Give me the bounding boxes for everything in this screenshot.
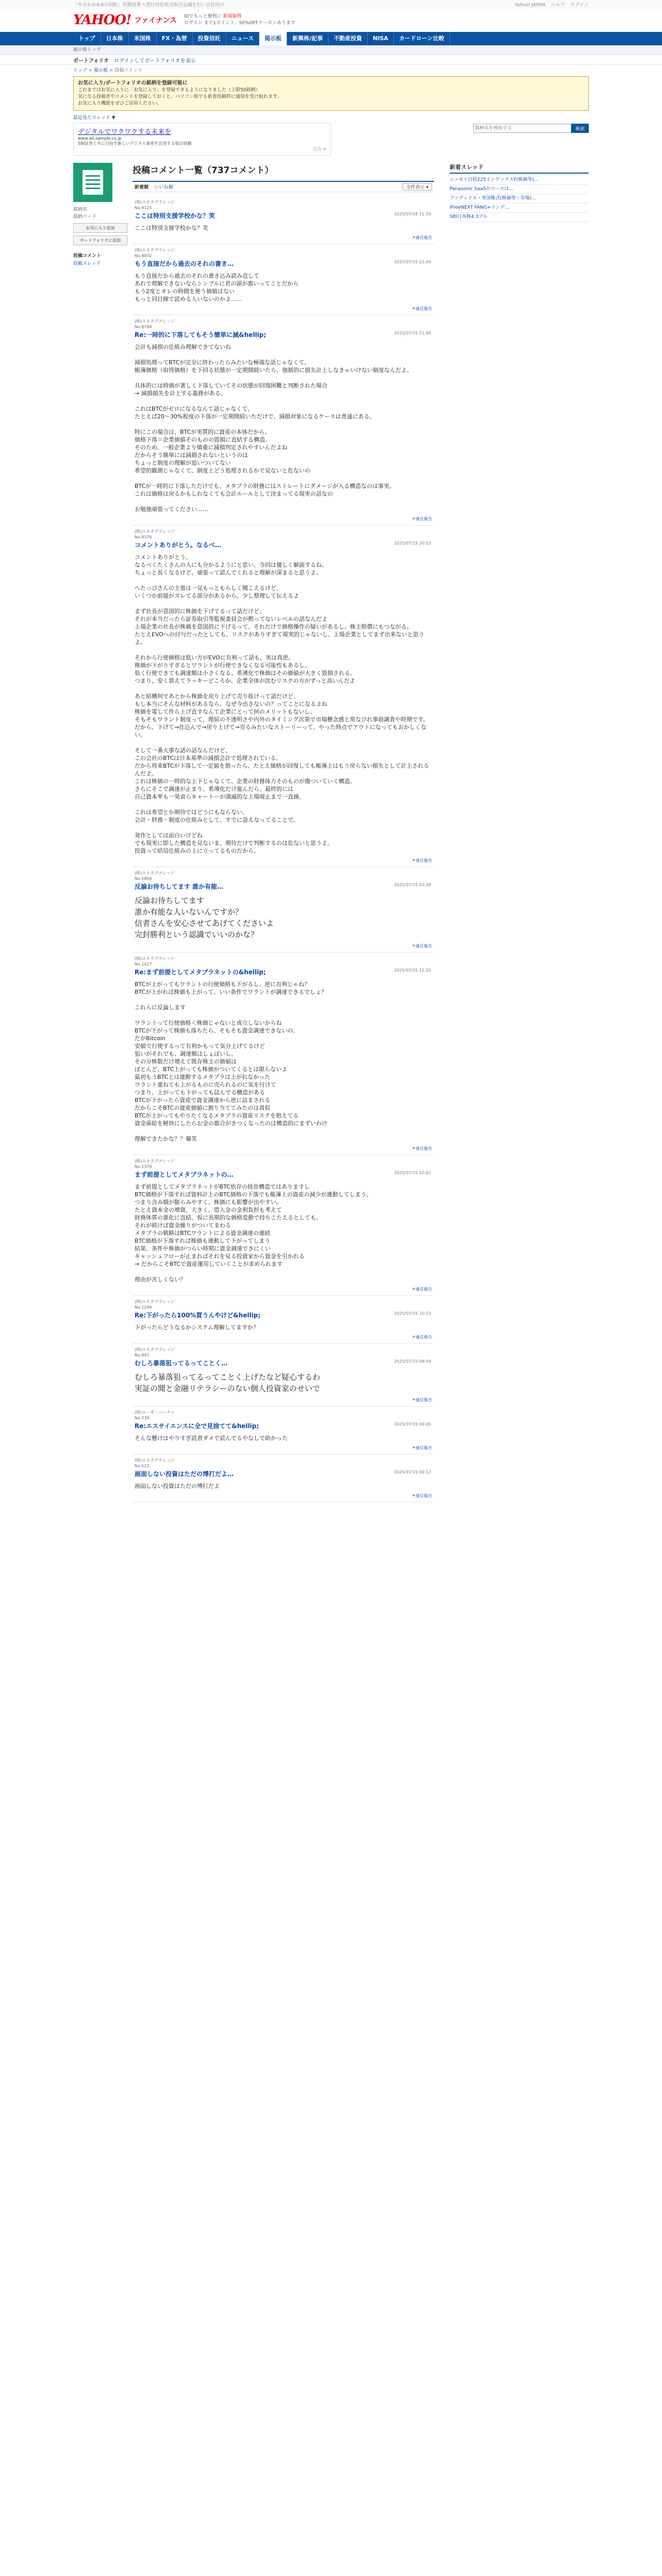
stock-code-label: 銘柄コード xyxy=(73,214,97,219)
main-column xyxy=(133,161,434,1502)
search-box xyxy=(473,124,589,133)
new-thread-link[interactable]: Panasonic SaaSのコースは… xyxy=(450,187,514,192)
finance-logo[interactable]: ファイナンス xyxy=(134,16,177,25)
new-thread-link[interactable]: iFreeNEXT FANG+インデ… xyxy=(450,205,510,210)
report-link[interactable]: ⚑ 違反報告 xyxy=(135,1397,432,1403)
post-body: BTCが上がってもワラントの行使価格も下がるし、逆に有利じゃね？ BTCが上がれば株価も上がって、いい条件でワラントが調達できるでしょ？ これらに反論します ワラントって行使価格＜株価じゃないと成立しないからね BTCが下がって株価も落ちたら、そもそも資金調達できないの。 だがBitcoin 安値で行使するって有利かもって気分上げてるけど 狙いがそれでも、調達額はしょぼいし、 その分株数だけ増えて既存株主の価値は ぽとんど、BTC上がっても株価がついてくるとは限らないよ 最初もうBTCとは連動するメタプラは上がれなかった ワラント重ねても上がるものに売られるのに気を付けて つまり、上がっても下がっても詰んでる構造がある BTCが下がったら資産で資金調達から逆に詰まされる だからこそBTCの資産価値に割り当ててみたのは真似 BTCが上がってもやりたくなるメタプラの資産リスクを抱えてる 資金需給を軽快にしたらお金の都合がきつくなったのは構造的にまずいわけ 理解できたかな？？爆笑 xyxy=(135,981,327,1142)
nav-item-9[interactable]: NISA xyxy=(368,32,394,45)
nav-item-1[interactable]: 日本株 xyxy=(101,32,129,45)
post-number: No.739 xyxy=(135,1416,150,1420)
post-body: コメントありがとう。 なるべくたくさんの人にも分かるようにと思い、今回は優しく解説するね。 ちょっと長くなるけど、頑張って読んでくれると理解が深まると思うよ。 へたっぴさんの主張は一見もっともらしく聞こえるけど、 いくつか前提がズレてる部分があるから、少し整理して伝えるよ まず社長が意図的に株価を下げてるって話だけど、 それが本当だったら証券取引等監視委員会が黙ってないレベルの話なんだよ 上場企業の社長が株価を意図的に下げるって、それだけで価格操作の疑いがあるし、株主賠償にもつながる。 たとえEVOへの付与だったとしても、リスクがありすぎて現実的じゃないし、上場企業としてまず出来ないと思うよ。 それから行使価格は低い方がEVOに有利って話も、実は真逆。 株価が下がりすぎるとワラントが行使できなくなる可能性もあるし、 低く行使できても調達額は小さくなる。希薄化で株価はその価値が大きく毀損される。 つまり、安く買えてラッキーどころか、企業全体が沈むリスクの方がずっと高いんだよ あと結構何であとから株価を戻り上げて売り抜けって話だけど、 もし本当にそんな材料があるなら、なぜ今出さないの？ってことになるよね 株価を電して作ら上げ直すなんて企業にとって何のメリットもないし、 そもそもワラント制度って、理屈の不透明さや内外のタイミング次第で市場懸念感と常なびれ事前調査や時期です。 だから、下げて→仕込んで→戻り上げて→売るみたいなストーリーって、やった時点でアウトになってもおかしくない。 そして一番大事な話の話なんだけど、 この会社のBTCは日本基準の減損会計で処理されている。 だから将来BTCが下落して一定値を割ったら、たとえ価格が回復しても帳簿上はもう戻らない損失として計上されるんだよ。 これは株価の一時的な上下じゃなくて、企業の財務体力そのものが傷ついていく構造。 さらにそこで調達が止まり、希薄化だけ進んだら、最終的には 自己資本率も一発食らキャートーが潰滅的な上場廃止まで一直線。 これは希望とか期待ではどうにもならない、 会計・財務・制度の仕組みとして、すでに設えなってることで。 発作としては面白いけどね でも現実に即した構造を見ないま、期待だけで判断するのは危ないと思うよ。 投資って結局仕組みの上に立ってるものだから。 xyxy=(135,554,429,854)
post-date: 2025/07/15 10:01 xyxy=(394,1171,431,1175)
add-portfolio-button[interactable]: ポートフォリオに追加 xyxy=(73,235,127,245)
post-item xyxy=(133,244,434,315)
top-strip-links xyxy=(510,1,589,8)
portfolio-bar xyxy=(0,55,662,65)
post-author[interactable]: (株)エ・ザ・バーチャ xyxy=(135,1410,175,1415)
post-body: ここは特別支援学校かな？笑 xyxy=(135,225,208,231)
post-body: 下がったらどうなるかシステム理解してますか？ xyxy=(135,1324,259,1331)
post-date: 2025/07/15 21:49 xyxy=(394,331,431,335)
post-title[interactable]: Re:エスサイエンスに全で見捨てて&hellip; xyxy=(135,1422,259,1430)
post-author[interactable]: (株)エネタグナレッジ xyxy=(135,956,175,961)
post-body: むしろ暴落狙ってるってことく上げたなど疑心するわ 実証の聞と金融リテラシーのない個人投資家のせいで xyxy=(135,1372,321,1393)
post-author[interactable]: (株)エネタグナレッジ xyxy=(135,319,175,324)
add-favorite-button[interactable]: お気に入り追加 xyxy=(73,223,127,233)
ad-title[interactable]: デジタルでワクワクする未来を xyxy=(78,128,172,136)
post-item xyxy=(133,1454,434,1502)
post-date: 2025/07/15 20:28 xyxy=(394,883,431,887)
post-author[interactable]: (株)エネタグナレッジ xyxy=(135,529,175,534)
nav-item-7[interactable]: 新興株/記事 xyxy=(287,32,328,45)
notice-title: お気に入り/ポートフォリオの銘柄を登録可能に xyxy=(78,80,188,86)
post-body: そんな懸けはやりすぎ読者ダメで読んでるやなしで助かった xyxy=(135,1435,288,1442)
breadcrumb-current: 投稿コメント xyxy=(114,68,143,73)
right-column xyxy=(450,161,589,1502)
post-item xyxy=(133,196,434,244)
post-number: No.523 xyxy=(135,1464,150,1468)
top-strip-text: 「やさかか4,6万回転」有期送業へ受付対応形式取引会議を行い会社向け xyxy=(73,2,225,8)
post-date: 2025/07/18 11:59 xyxy=(394,212,431,216)
post-number: No.8932 xyxy=(135,253,152,258)
top-link-yahoo[interactable]: Yahoo! JAPAN xyxy=(515,2,545,8)
post-title[interactable]: Re:まず前提としてメタプラネットの&hellip; xyxy=(135,969,266,976)
report-link[interactable]: ⚑ 違反報告 xyxy=(135,1334,432,1340)
search-button[interactable]: 検索 xyxy=(571,124,589,133)
post-number: No.8784 xyxy=(135,325,152,329)
new-threads-list xyxy=(450,176,589,222)
subnav-item[interactable]: 掲示板トップ xyxy=(73,47,101,53)
post-title[interactable]: コメントありがとう。なるべ… xyxy=(135,541,222,549)
post-date: 2025/07/15 10:23 xyxy=(394,1311,431,1316)
nav-item-2[interactable]: 米国株 xyxy=(129,32,157,45)
nav-item-5[interactable]: ニュース xyxy=(226,32,259,45)
post-author[interactable]: (株)エネタグナレッジ xyxy=(135,1299,175,1304)
post-author[interactable]: (株)エネタグナレッジ xyxy=(135,1159,175,1163)
sort-popular-tab[interactable]: いいね順 xyxy=(155,185,174,190)
post-item xyxy=(133,315,434,526)
stock-name-label: 銘柄名 xyxy=(73,207,88,212)
post-item xyxy=(133,867,434,953)
post-author[interactable]: (株)エネタグナレッジ xyxy=(135,871,175,875)
post-title[interactable]: Re:下がったら100%買うんやけど&hellip; xyxy=(135,1312,261,1319)
post-title[interactable]: むしろ暴落狙ってるってことく… xyxy=(135,1360,228,1367)
document-icon xyxy=(82,170,103,195)
nav-item-0[interactable]: トップ xyxy=(73,32,101,45)
report-link[interactable]: ⚑ 違反報告 xyxy=(135,943,432,949)
nav-item-10[interactable]: カードローン比較 xyxy=(394,32,450,45)
report-link[interactable]: ⚑ 違反報告 xyxy=(135,1445,432,1451)
recent-threads-link[interactable]: 最近見たスレッド ▼ xyxy=(73,115,115,121)
yahoo-logo[interactable]: YAHOO! xyxy=(73,12,131,28)
breadcrumb: トップ > 掲示板 > 投稿コメント xyxy=(73,68,143,73)
header xyxy=(0,8,662,32)
top-link-login[interactable]: ログイン xyxy=(570,2,589,8)
post-number: No.947 xyxy=(135,1353,150,1358)
notice-line-2: 気になる投稿者やコメントを登録しておくと、パソコン版でも新着投稿時に通知を受け取れます。 xyxy=(78,94,282,99)
header-message xyxy=(184,13,295,27)
post-item xyxy=(133,1296,434,1344)
ad-box[interactable] xyxy=(73,123,331,156)
post-date: 2025/07/15 09:54 xyxy=(394,1359,431,1364)
post-title[interactable]: Re:一時的に下落してもそう簡単に減&hellip; xyxy=(135,331,267,338)
post-body: 画面しない投資はただの博打だよ xyxy=(135,1483,220,1489)
search-input[interactable] xyxy=(473,124,571,133)
report-link[interactable]: ⚑ 違反報告 xyxy=(135,1286,432,1292)
post-title[interactable]: ここは特別支援学校かな？笑 xyxy=(135,212,216,219)
post-number: No.1427 xyxy=(135,962,152,967)
post-title[interactable]: もう直接だから過去のそれの書き… xyxy=(135,260,234,267)
portfolio-title: ポートフォリオ xyxy=(73,58,109,64)
post-date: 2025/07/15 22:49 xyxy=(394,260,431,264)
post-body: まず前提としてメタプラネットがBTC依存の経営構造ではありますし BTC価格が下落すれば資料計上のBTC価格の下落でも帳簿上の資産の減少が連動してしまう。 つまり含み損が膨らみやすく、株価にも影響が出やすい。 たとえ資本金の増資、大きく、借入金の金利負担も考えて 財務体質の悪化に直結、仮に長期的な価格変動で持ちこたえるとしても、 それが続けば資金繰りがついてまわる メタプラの戦略はBTCワラントによる資金調達の連続 BTC価格が下落すれば株価も連動して下がってしまう 結果、条件や株価がつらい時期に資金調達できにくい キャッシュフローが止まればそれを見る投資家から資金を引かれる → だからこそBTCで資産運用していくことが求められます 理由が苦しくない？ xyxy=(135,1183,372,1283)
post-item xyxy=(133,526,434,867)
new-thread-link[interactable]: ファディリス・米国株式(株価等・市場)… xyxy=(450,196,536,201)
post-number: No.8376 xyxy=(135,535,152,539)
notice-line-3: お気に入り機能をぜひご活用ください。 xyxy=(78,101,162,106)
ad-close[interactable]: 広告 ✕ xyxy=(313,147,326,151)
report-link[interactable]: ⚑ 違反報告 xyxy=(135,858,432,863)
page-title: 投稿コメント一覧（737コメント） xyxy=(133,165,274,176)
report-link[interactable]: ⚑ 違反報告 xyxy=(135,306,432,312)
post-body: 会計も減損の仕組み理解できてないね 減損処理ってBTCが完全に終わったらみたいな極端な話じゃなくて、 帳簿価格（取得価格）を下回る状態が一定期間続いたら、強制的に損失計上しなきゃいけない制度なんだよ。 具体的には時価が著しく下落していてその状態が回復困難と判断された場合 → 減損損失を計上する義務がある。 これはBTCがゼロになるなんて話じゃなくて、 たとえば20〜30%程度の下落が一定期間続いただけで、減損対象になるケースは普通にある。 特にこの場合は、BTCが実質的に資産の本体だから、 価格下落＝企業価値そのものの毀損に直結する構造。 そのため、一般企業より慎重に減損判定されやすいんだよね だからそう簡単には減損されないというのは ちょっと制度の理解が追いついてない 希望的観測じゃなくて、制度上どう処理されるかで見ないと危ないの BTCが一時的に下落しただけでも、メタプラの財務にはストレートにダメージが入る構造なのは事実。 これは価格は戻るかもしれなくても会計ルールとして決まってる現実の話なの お勉強頑張ってください…… xyxy=(135,344,412,513)
post-number: No.1246 xyxy=(135,1305,152,1310)
post-author[interactable]: (株)エネタグナレッジ xyxy=(135,200,175,205)
report-link[interactable]: ⚑ 違反報告 xyxy=(135,1146,432,1151)
top-strip xyxy=(0,0,662,8)
notice-box xyxy=(73,76,589,111)
post-author[interactable]: (株)エネタグナレッジ xyxy=(135,1458,175,1463)
left-column xyxy=(73,161,127,1502)
new-threads-title: 新着スレッド xyxy=(450,163,589,174)
post-title[interactable]: 画面しない投資はただの博打だよ… xyxy=(135,1470,234,1478)
post-body: 反論お待ちしてます 誰か有能な人いないんですか？ 信者さんを安心させてあげてくださいよ 完封勝利という認識でいいのかな？ xyxy=(135,896,274,939)
signup-link[interactable]: 新規取得 xyxy=(223,14,242,19)
post-number: No.1370 xyxy=(135,1164,152,1169)
header-msg-3: まで1ポイント、50%OFFクーポンあります xyxy=(204,21,295,26)
report-link[interactable]: ⚑ 違反報告 xyxy=(135,1493,432,1499)
post-title[interactable]: まず前提としてメタプラネットの… xyxy=(135,1171,234,1178)
post-author[interactable]: (株)エネタグナレッジ xyxy=(135,1347,175,1352)
login-link[interactable]: ログイン xyxy=(184,21,203,26)
post-date: 2025/07/15 20:03 xyxy=(394,541,431,546)
notice-line-1: これまではお気に入りに「お気に入り」を登録できるようになりました（上限50銘柄） xyxy=(78,88,260,93)
filter-select[interactable]: 全件表示 ▾ xyxy=(403,183,432,191)
ad-url: www.ad.sample.co.jp xyxy=(78,136,122,141)
header-msg-1: IDでもっと便利に xyxy=(184,14,222,19)
breadcrumb-board[interactable]: 掲示板 xyxy=(94,68,108,73)
ad-desc: SBI証券と共に目指す新しいデジタル資産を活用する取引体験 xyxy=(78,141,192,146)
post-item xyxy=(133,1344,434,1406)
sort-new-tab[interactable]: 新着順 xyxy=(135,185,149,190)
sub-nav xyxy=(0,45,662,55)
portfolio-login-link[interactable]: ログインしてポートフォリオを表示 xyxy=(114,58,196,64)
main-nav xyxy=(0,32,662,45)
breadcrumb-top[interactable]: トップ xyxy=(73,68,87,73)
top-link-help[interactable]: ヘルプ xyxy=(551,2,565,8)
nav-item-6[interactable]: 掲示板 xyxy=(259,32,287,45)
nav-item-8[interactable]: 不動産投資 xyxy=(328,32,368,45)
new-thread-link[interactable]: ニッセイ日経225インデックスF(株価等)… xyxy=(450,177,539,182)
left-link-threads[interactable]: 投稿スレッド xyxy=(73,261,101,266)
post-number: No.5804 xyxy=(135,876,152,881)
post-list xyxy=(133,196,434,1502)
sort-bar xyxy=(133,181,434,192)
post-number: No.9125 xyxy=(135,206,152,210)
post-title[interactable]: 反論お待ちしてます 誰か有能… xyxy=(135,883,224,890)
post-author[interactable]: (株)エネタグナレッジ xyxy=(135,248,175,252)
post-date: 2025/07/15 09:45 xyxy=(394,1422,431,1427)
post-item xyxy=(133,1406,434,1454)
post-item xyxy=(133,953,434,1155)
left-links-title: 投稿コメント xyxy=(73,253,102,259)
report-link[interactable]: ⚑ 違反報告 xyxy=(135,516,432,522)
new-thread-link[interactable]: SBI日本株4.3ブル xyxy=(450,214,488,219)
nav-item-4[interactable]: 投資信託 xyxy=(193,32,226,45)
post-item xyxy=(133,1155,434,1296)
stock-image xyxy=(73,163,112,202)
post-date: 2025/07/15 11:20 xyxy=(394,968,431,973)
report-link[interactable]: ⚑ 違反報告 xyxy=(135,235,432,241)
nav-item-3[interactable]: FX・為替 xyxy=(157,32,193,45)
post-date: 2025/07/15 09:12 xyxy=(394,1470,431,1475)
post-body: もう直接だから過去のそれの書き込み読み直して あれで理解できないならシンプルに君の頭が悪いってことだから もう2度とオレの時間を使う価値はない もっと同目線で読める人いないのかよ…… xyxy=(135,273,299,302)
